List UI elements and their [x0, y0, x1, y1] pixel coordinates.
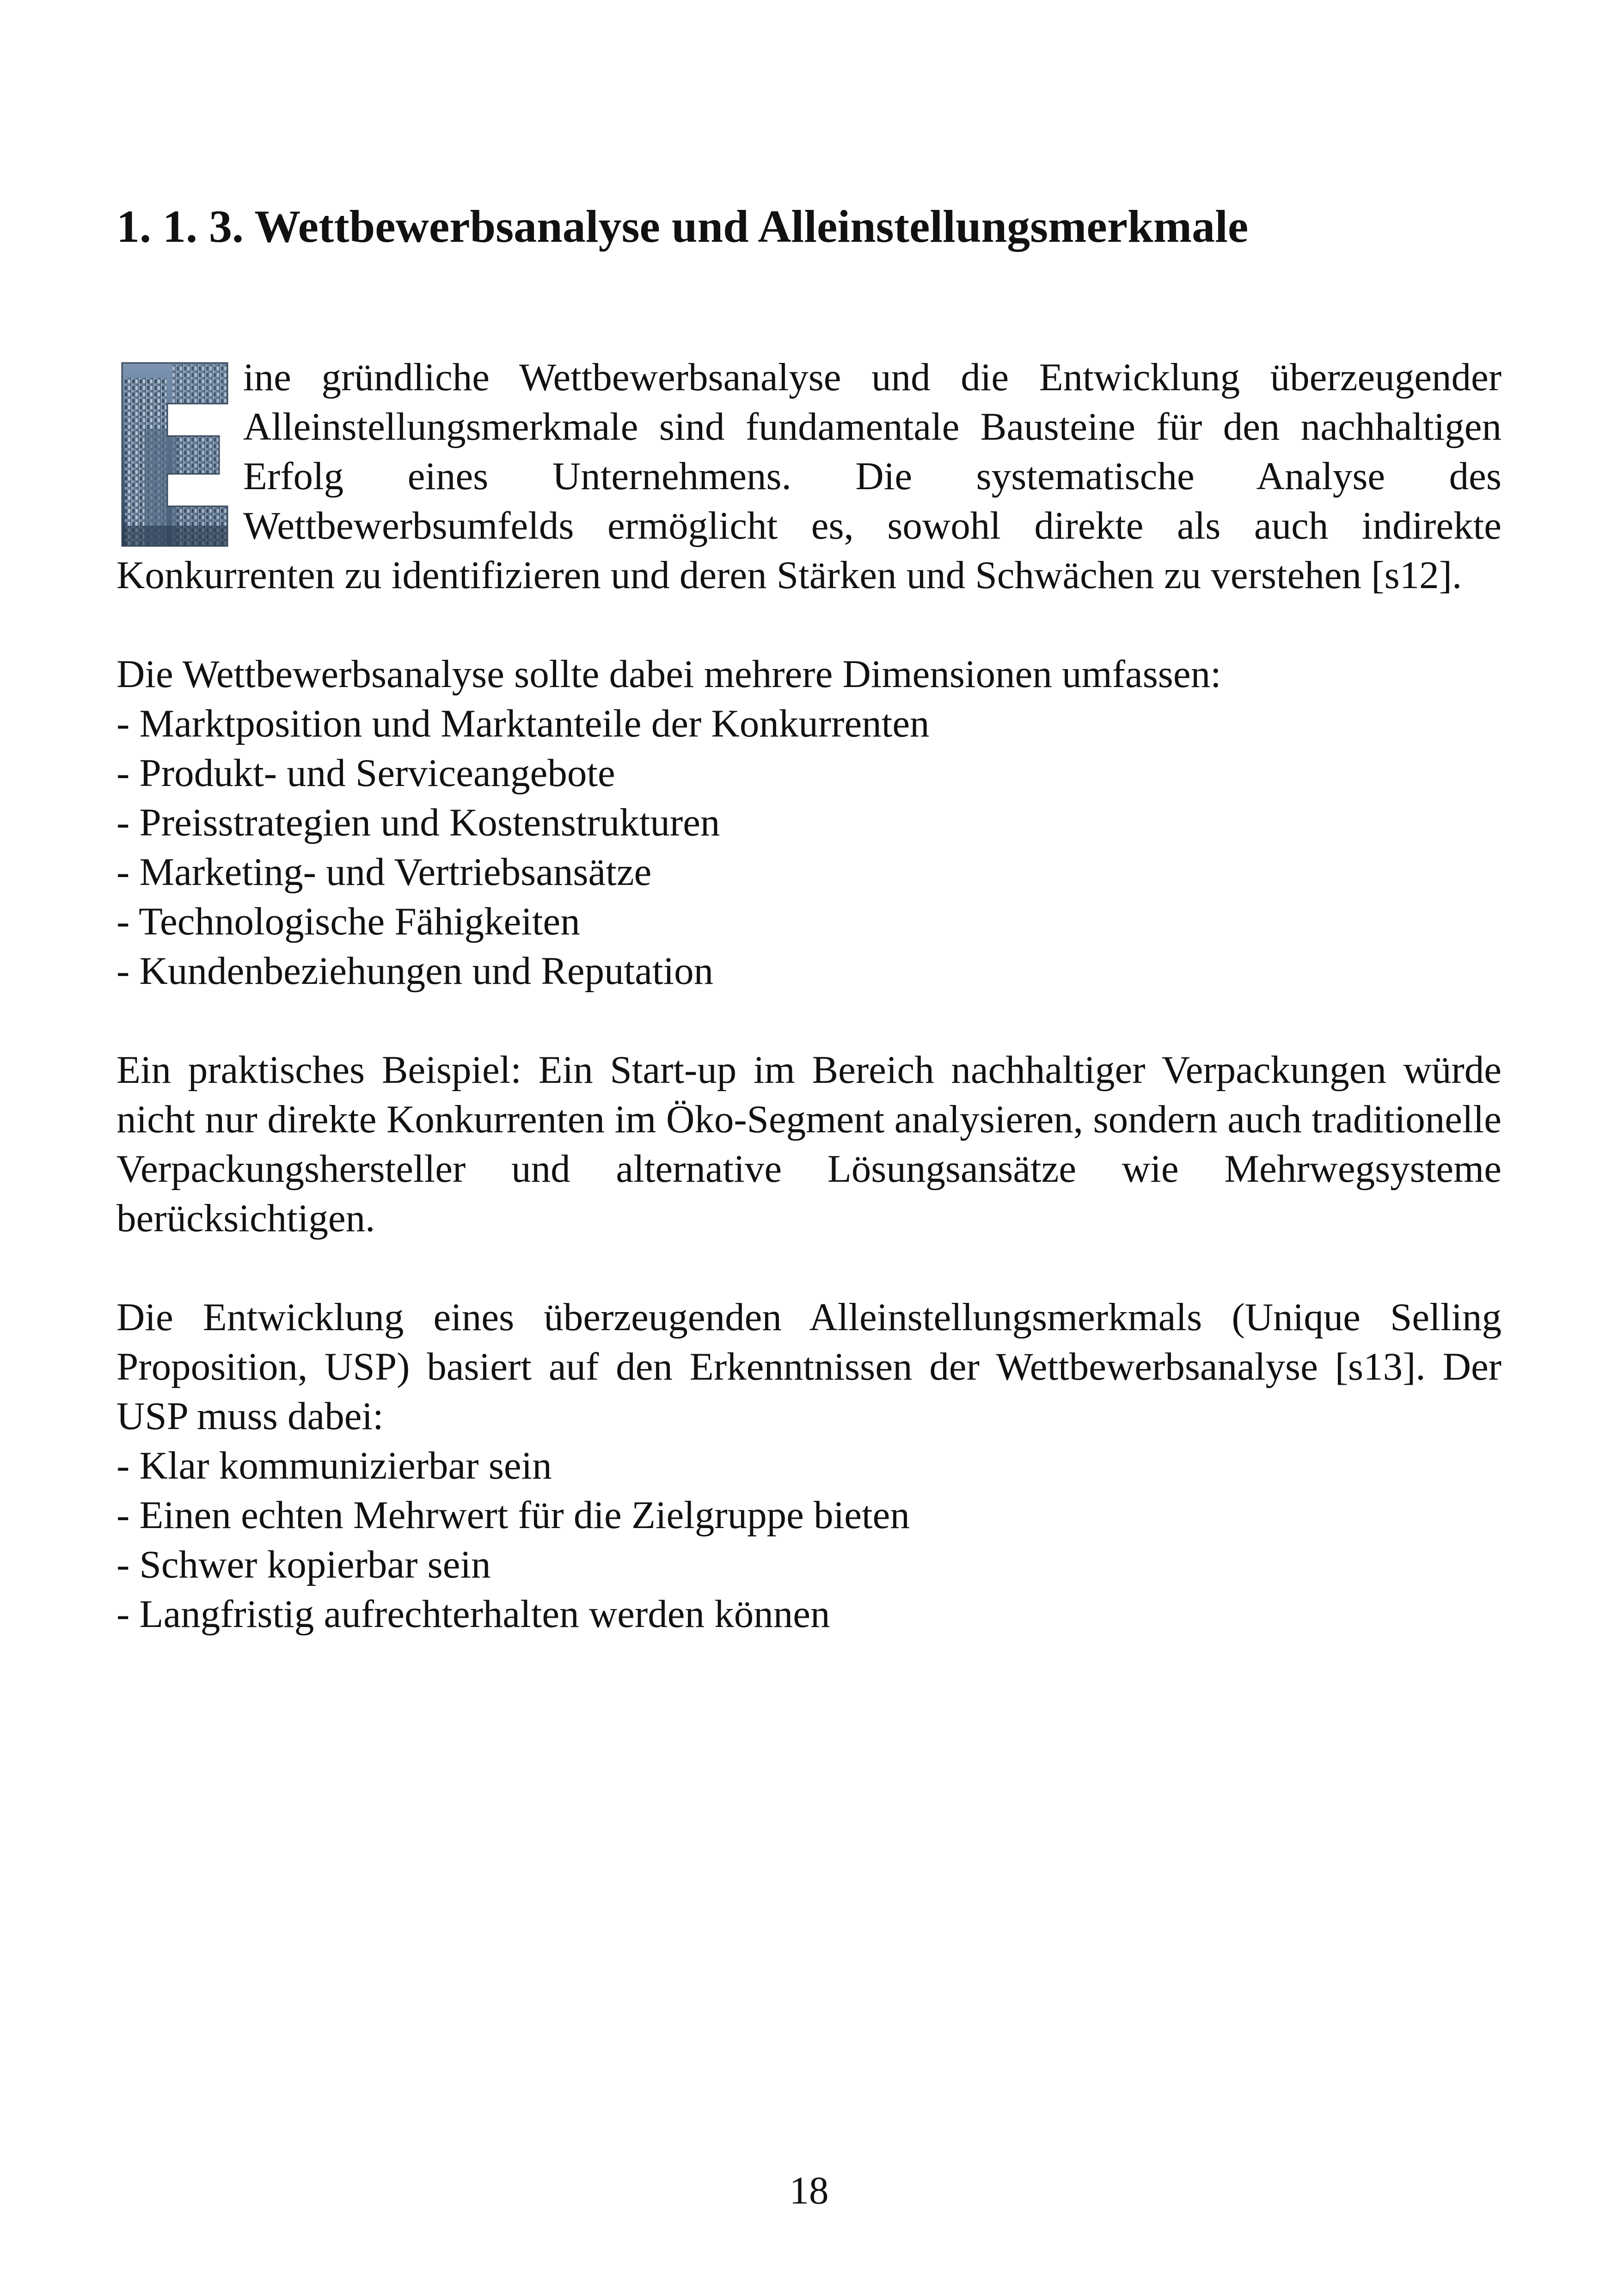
page-number: 18: [789, 2169, 829, 2212]
body-text: [116, 353, 1502, 1639]
list-item: - Technologische Fähigkeiten: [116, 900, 580, 943]
dropcap-e-image: [116, 359, 233, 550]
example-paragraph: Ein praktisches Beispiel: Ein Start-up im Bereich nachhaltiger Verpackungen würde nicht nur direkte Konkurrenten im Öko-Segment analysieren, sondern auch traditionelle Verpackungshersteller und alternative Lösungsansätze wie Mehrwegsysteme berücksichtigen.: [116, 1048, 1502, 1240]
list-item: - Marketing- und Vertriebsansätze: [116, 850, 652, 894]
list-item: - Einen echten Mehrwert für die Zielgruppe bieten: [116, 1493, 910, 1537]
intro-text: ine gründliche Wettbewerbsanalyse und die Entwicklung überzeugender Alleinstellungsmerkmale sind fundamentale Bausteine für den nachhaltigen Erfolg eines Unternehmens. Die systematische Analyse des Wettbewerbsumfelds ermöglicht es, sowohl direkte als auch indirekte Konkurrenten zu identifizieren und deren Stärken und Schwächen zu verstehen [s12].: [116, 356, 1502, 597]
list-item: - Klar kommunizierbar sein: [116, 1444, 552, 1487]
list-item: - Langfristig aufrechterhalten werden können: [116, 1592, 830, 1636]
list-item: - Schwer kopierbar sein: [116, 1543, 491, 1586]
dimensions-block: [116, 650, 1502, 996]
list-item: - Marktposition und Marktanteile der Konkurrenten: [116, 702, 930, 745]
list-item: - Preisstrategien und Kostenstrukturen: [116, 801, 720, 844]
list-item: - Kundenbeziehungen und Reputation: [116, 949, 714, 993]
list-item: - Produkt- und Serviceangebote: [116, 751, 615, 795]
dimensions-lead: Die Wettbewerbsanalyse sollte dabei mehrere Dimensionen umfassen:: [116, 652, 1221, 696]
usp-block: [116, 1293, 1502, 1639]
usp-lead: Die Entwicklung eines überzeugenden Alleinstellungsmerkmals (Unique Selling Proposition, USP) basiert auf den Erkenntnissen der Wettbewerbsanalyse [s13]. Der USP muss dabei:: [116, 1295, 1502, 1438]
intro-paragraph: [116, 353, 1502, 600]
section-heading: 1. 1. 3. Wettbewerbsanalyse und Alleinstellungsmerkmale: [116, 201, 1249, 252]
